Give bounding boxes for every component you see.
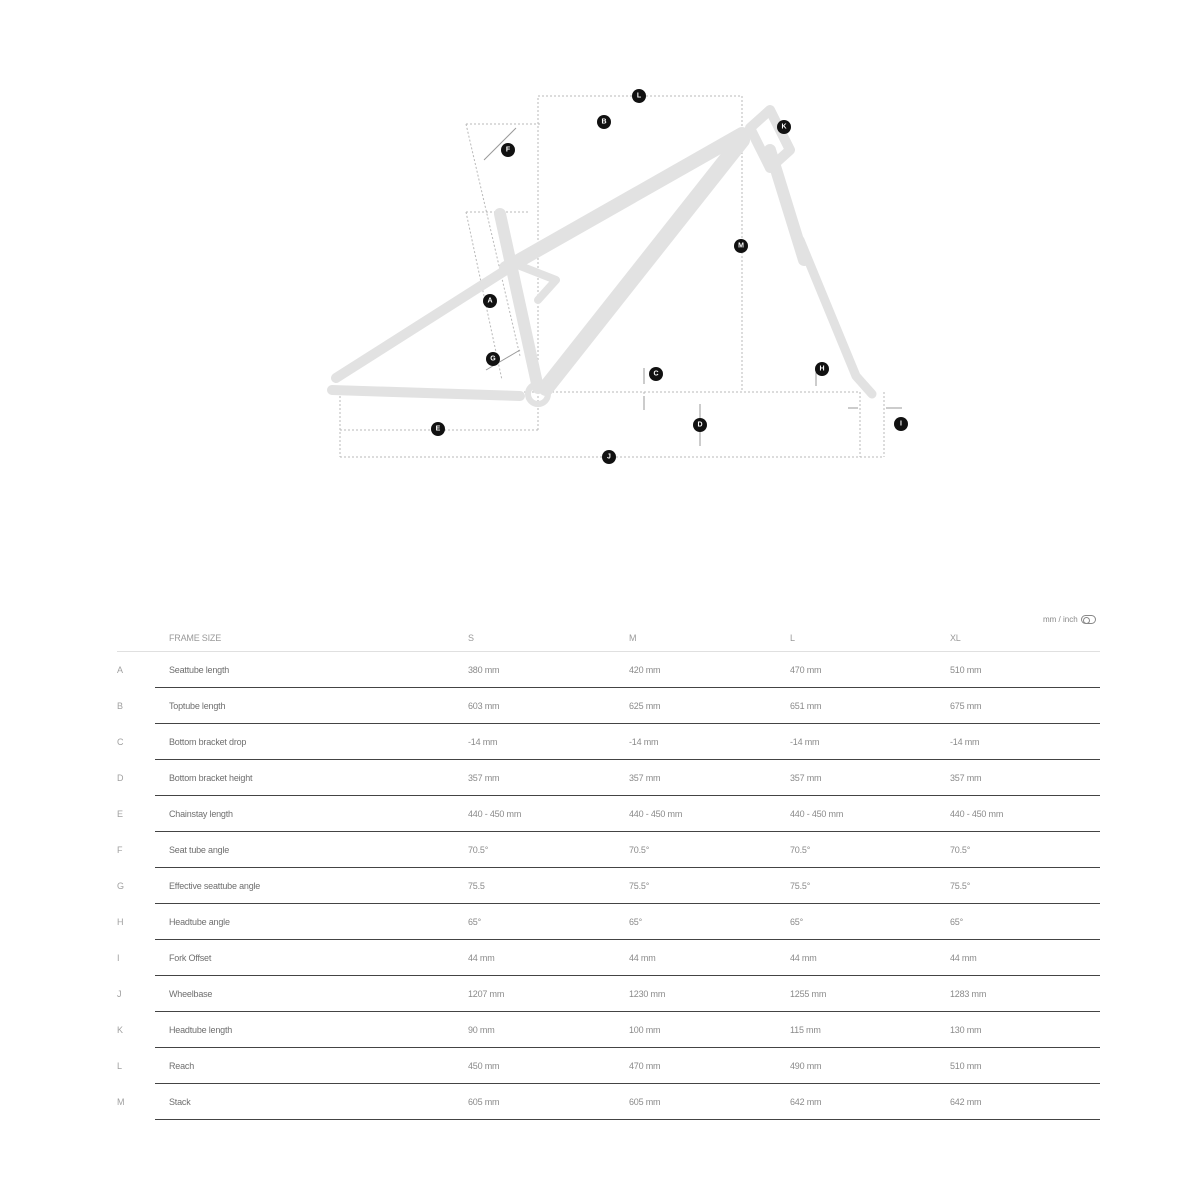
row-value: 75.5 — [468, 881, 485, 891]
row-label: Seat tube angle — [169, 845, 230, 855]
row-value: 440 - 450 mm — [629, 809, 683, 819]
row-value: 115 mm — [790, 1025, 821, 1035]
row-value: 75.5° — [629, 881, 650, 891]
row-value: -14 mm — [790, 737, 820, 747]
row-value: 510 mm — [950, 1061, 982, 1071]
row-value: 357 mm — [468, 773, 500, 783]
table-row — [117, 1012, 1100, 1048]
marker-l — [632, 89, 646, 103]
row-letter: A — [117, 665, 123, 675]
row-value: 1207 mm — [468, 989, 505, 999]
size-header-xl: XL — [950, 633, 961, 643]
row-value: 440 - 450 mm — [950, 809, 1004, 819]
svg-text:H: H — [819, 365, 825, 373]
row-letter: E — [117, 809, 123, 819]
row-value: 510 mm — [950, 665, 982, 675]
row-label: Chainstay length — [169, 809, 233, 819]
table-row — [117, 796, 1100, 832]
table-row — [117, 940, 1100, 976]
row-value: 470 mm — [790, 665, 822, 675]
svg-text:I: I — [900, 420, 902, 428]
row-value: -14 mm — [950, 737, 980, 747]
row-value: 65° — [629, 917, 643, 927]
row-label: Bottom bracket drop — [169, 737, 247, 747]
row-value: 357 mm — [950, 773, 982, 783]
row-value: 603 mm — [468, 701, 500, 711]
marker-c — [649, 367, 663, 381]
svg-text:M: M — [738, 242, 744, 250]
row-label: Headtube length — [169, 1025, 233, 1035]
svg-text:G: G — [490, 355, 496, 363]
row-label: Toptube length — [169, 701, 226, 711]
row-value: 70.5° — [629, 845, 650, 855]
row-letter: L — [117, 1061, 122, 1071]
row-value: 440 - 450 mm — [468, 809, 522, 819]
row-value: 605 mm — [629, 1097, 661, 1107]
row-label: Stack — [169, 1097, 191, 1107]
row-value: 470 mm — [629, 1061, 661, 1071]
row-value: 70.5° — [950, 845, 971, 855]
row-letter: G — [117, 881, 124, 891]
marker-b — [597, 115, 611, 129]
row-value: 75.5° — [790, 881, 811, 891]
row-value: 675 mm — [950, 701, 982, 711]
row-value: 65° — [468, 917, 482, 927]
row-label: Bottom bracket height — [169, 773, 253, 783]
row-letter: D — [117, 773, 124, 783]
row-letter: K — [117, 1025, 123, 1035]
marker-d — [693, 418, 707, 432]
row-value: 44 mm — [629, 953, 656, 963]
row-value: 605 mm — [468, 1097, 500, 1107]
row-value: 357 mm — [629, 773, 661, 783]
marker-j — [602, 450, 616, 464]
toggle-switch-icon[interactable] — [1081, 615, 1096, 624]
row-label: Reach — [169, 1061, 195, 1071]
size-header-m: M — [629, 633, 637, 643]
table-row — [117, 1084, 1100, 1120]
frame-size-header: FRAME SIZE — [169, 633, 222, 643]
row-letter: F — [117, 845, 123, 855]
row-value: 380 mm — [468, 665, 500, 675]
row-value: 440 - 450 mm — [790, 809, 844, 819]
dimension-lines — [340, 96, 884, 457]
table-header — [117, 625, 1100, 652]
geometry-table — [117, 625, 1100, 1120]
row-value: 490 mm — [790, 1061, 822, 1071]
row-value: 70.5° — [468, 845, 489, 855]
row-value: -14 mm — [629, 737, 659, 747]
table-row — [117, 976, 1100, 1012]
table-row — [117, 1048, 1100, 1084]
marker-e — [431, 422, 445, 436]
row-value: 70.5° — [790, 845, 811, 855]
row-value: 642 mm — [790, 1097, 822, 1107]
marker-i — [894, 417, 908, 431]
unit-toggle[interactable] — [1043, 615, 1096, 624]
row-value: 357 mm — [790, 773, 822, 783]
table-row — [117, 760, 1100, 796]
row-value: 65° — [790, 917, 804, 927]
row-value: 651 mm — [790, 701, 822, 711]
row-value: 65° — [950, 917, 964, 927]
row-value: 450 mm — [468, 1061, 500, 1071]
row-value: 625 mm — [629, 701, 661, 711]
table-row — [117, 904, 1100, 940]
row-letter: M — [117, 1097, 125, 1107]
row-letter: B — [117, 701, 123, 711]
row-label: Headtube angle — [169, 917, 230, 927]
row-letter: H — [117, 917, 124, 927]
row-value: 75.5° — [950, 881, 971, 891]
marker-k — [777, 120, 791, 134]
table-body — [117, 652, 1100, 1120]
size-header-s: S — [468, 633, 474, 643]
svg-text:A: A — [487, 297, 493, 305]
marker-g — [486, 352, 500, 366]
marker-h — [815, 362, 829, 376]
row-value: 44 mm — [790, 953, 817, 963]
row-label: Fork Offset — [169, 953, 212, 963]
row-value: 642 mm — [950, 1097, 982, 1107]
row-letter: C — [117, 737, 124, 747]
table-row — [117, 832, 1100, 868]
row-value: 90 mm — [468, 1025, 495, 1035]
table-row — [117, 724, 1100, 760]
table-row — [117, 688, 1100, 724]
svg-text:J: J — [607, 453, 611, 461]
unit-toggle-label: mm / inch — [1043, 615, 1078, 624]
svg-text:F: F — [505, 146, 511, 154]
row-label: Wheelbase — [169, 989, 213, 999]
row-value: 100 mm — [629, 1025, 661, 1035]
svg-text:C: C — [653, 370, 659, 378]
marker-m — [734, 239, 748, 253]
bike-frame — [332, 110, 872, 404]
row-value: 1283 mm — [950, 989, 987, 999]
svg-text:B: B — [601, 118, 607, 126]
row-value: 420 mm — [629, 665, 661, 675]
row-letter: J — [117, 989, 122, 999]
row-label: Effective seattube angle — [169, 881, 261, 891]
row-value: 1255 mm — [790, 989, 827, 999]
row-value: 44 mm — [468, 953, 495, 963]
row-label: Seattube length — [169, 665, 230, 675]
bike-geometry-diagram — [0, 0, 1200, 520]
marker-a — [483, 294, 497, 308]
row-value: 44 mm — [950, 953, 977, 963]
svg-text:D: D — [697, 421, 703, 429]
svg-text:E: E — [435, 425, 441, 433]
row-letter: I — [117, 953, 120, 963]
row-value: -14 mm — [468, 737, 498, 747]
table-row — [117, 868, 1100, 904]
row-value: 130 mm — [950, 1025, 982, 1035]
table-row — [117, 652, 1100, 688]
svg-text:L: L — [636, 92, 642, 100]
row-value: 1230 mm — [629, 989, 666, 999]
size-header-l: L — [790, 633, 795, 643]
marker-f — [501, 143, 515, 157]
svg-text:K: K — [781, 123, 787, 131]
